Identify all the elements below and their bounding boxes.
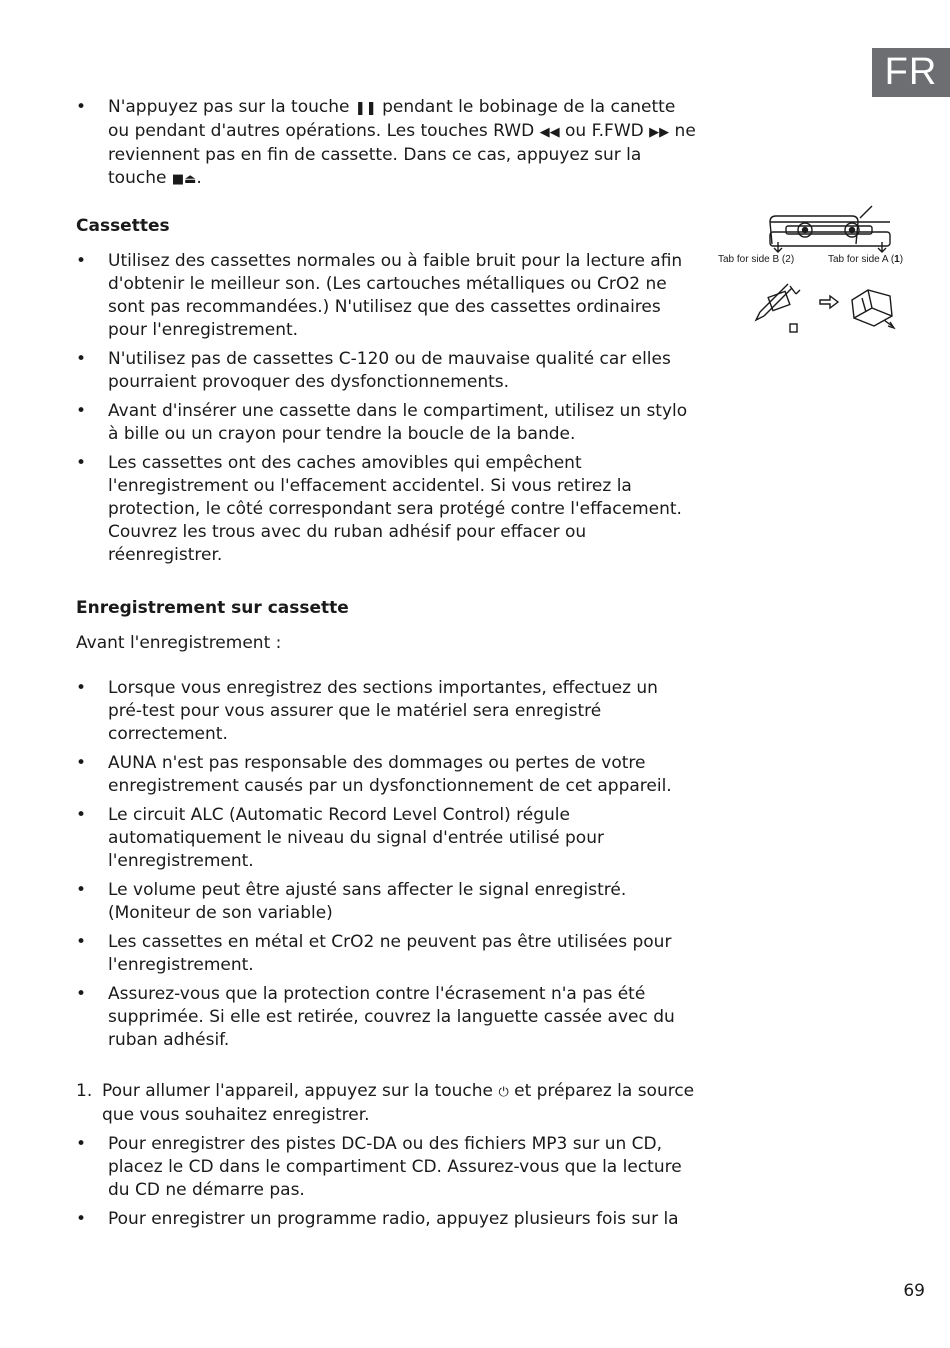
intro-text-1: N'appuyez pas sur la touche — [108, 97, 350, 117]
recording-bullet-3: • Le circuit ALC (Automatic Record Level Control) régule automatiquement le niveau du signal d'entrée utilisé pour l'enregistrement. — [76, 804, 696, 873]
page-content — [76, 96, 696, 1237]
intro-text-4: ne reviennent pas en fin de cassette. Dans ce cas, appuyez sur la touche — [108, 121, 696, 188]
cassettes-heading: Cassettes — [76, 216, 170, 236]
label-side-a: Tab for side A (1) — [828, 254, 904, 265]
step-1-sub-bullet-1: • Pour enregistrer des pistes DC-DA ou des fichiers MP3 sur un CD, placez le CD dans le compartiment CD. Assurez-vous que la lecture du CD ne démarre pas. — [76, 1133, 696, 1202]
recording-bullet-1: • Lorsque vous enregistrez des sections importantes, effectuez un pré-test pour vous assurer que le matériel sera enregistré correctement. — [76, 677, 696, 746]
rewind-icon: ◀◀ — [539, 125, 560, 140]
cassette-tab-illustration — [712, 200, 942, 340]
recording-bullet-4: • Le volume peut être ajusté sans affecter le signal enregistré. (Moniteur de son variable) — [76, 879, 696, 925]
page-number: 69 — [903, 1281, 925, 1301]
step-1-number: 1. — [76, 1081, 93, 1101]
recording-before-text: Avant l'enregistrement : — [76, 633, 282, 653]
recording-bullet-2: • AUNA n'est pas responsable des dommages ou pertes de votre enregistrement causés par un dysfonctionnement de cet appareil. — [76, 752, 696, 798]
cassette-diagram-icon — [712, 200, 942, 340]
recording-heading: Enregistrement sur cassette — [76, 598, 349, 618]
cassettes-bullet-2: • N'utilisez pas de cassettes C-120 ou de mauvaise qualité car elles pourraient provoquer des dysfonctionnements. — [76, 348, 696, 394]
label-side-b: Tab for side B (2) — [718, 254, 795, 265]
cassettes-bullet-1: • Utilisez des cassettes normales ou à faible bruit pour la lecture afin d'obtenir le meilleur son. (Les cartouches métalliques ou CrO2 ne sont pas recommandées.) N'utilisez que des cassettes ordinaires pour l'enregistrement. — [76, 250, 696, 342]
step-1-sub-bullet-2: • Pour enregistrer un programme radio, appuyez plusieurs fois sur la — [76, 1208, 696, 1231]
power-icon: ⏻ — [498, 1085, 509, 1100]
intro-bullet — [76, 96, 696, 191]
step-1-text-1: Pour allumer l'appareil, appuyez sur la touche — [102, 1081, 494, 1101]
cassettes-bullet-3: • Avant d'insérer une cassette dans le compartiment, utilisez un stylo à bille ou un crayon pour tendre la boucle de la bande. — [76, 400, 696, 446]
recording-bullet-5: • Les cassettes en métal et CrO2 ne peuvent pas être utilisées pour l'enregistrement. — [76, 931, 696, 977]
intro-text-5: . — [196, 168, 202, 188]
pause-icon: ❚❚ — [354, 101, 377, 116]
cassettes-bullet-4: • Les cassettes ont des caches amovibles qui empêchent l'enregistrement ou l'effacement accidentel. Si vous retirez la protection, le côté correspondant sera protégé contre l'effacement. Couvrez les trous avec du ruban adhésif pour effacer ou réenregistrer. — [76, 452, 696, 567]
intro-text-3: ou F.FWD — [565, 121, 644, 141]
fast-forward-icon: ▶▶ — [649, 125, 670, 140]
stop-eject-icon: ■⏏ — [171, 172, 197, 187]
step-1 — [76, 1080, 696, 1127]
recording-bullet-6: • Assurez-vous que la protection contre l'écrasement n'a pas été supprimée. Si elle est retirée, couvrez la languette cassée avec du ruban adhésif. — [76, 983, 696, 1052]
intro-text-2: pendant le bobinage de la canette ou pendant d'autres opérations. Les touches RWD — [108, 97, 676, 141]
language-tab: FR — [872, 48, 950, 97]
step-1-text-2: et préparez la source que vous souhaitez enregistrer. — [102, 1081, 695, 1125]
